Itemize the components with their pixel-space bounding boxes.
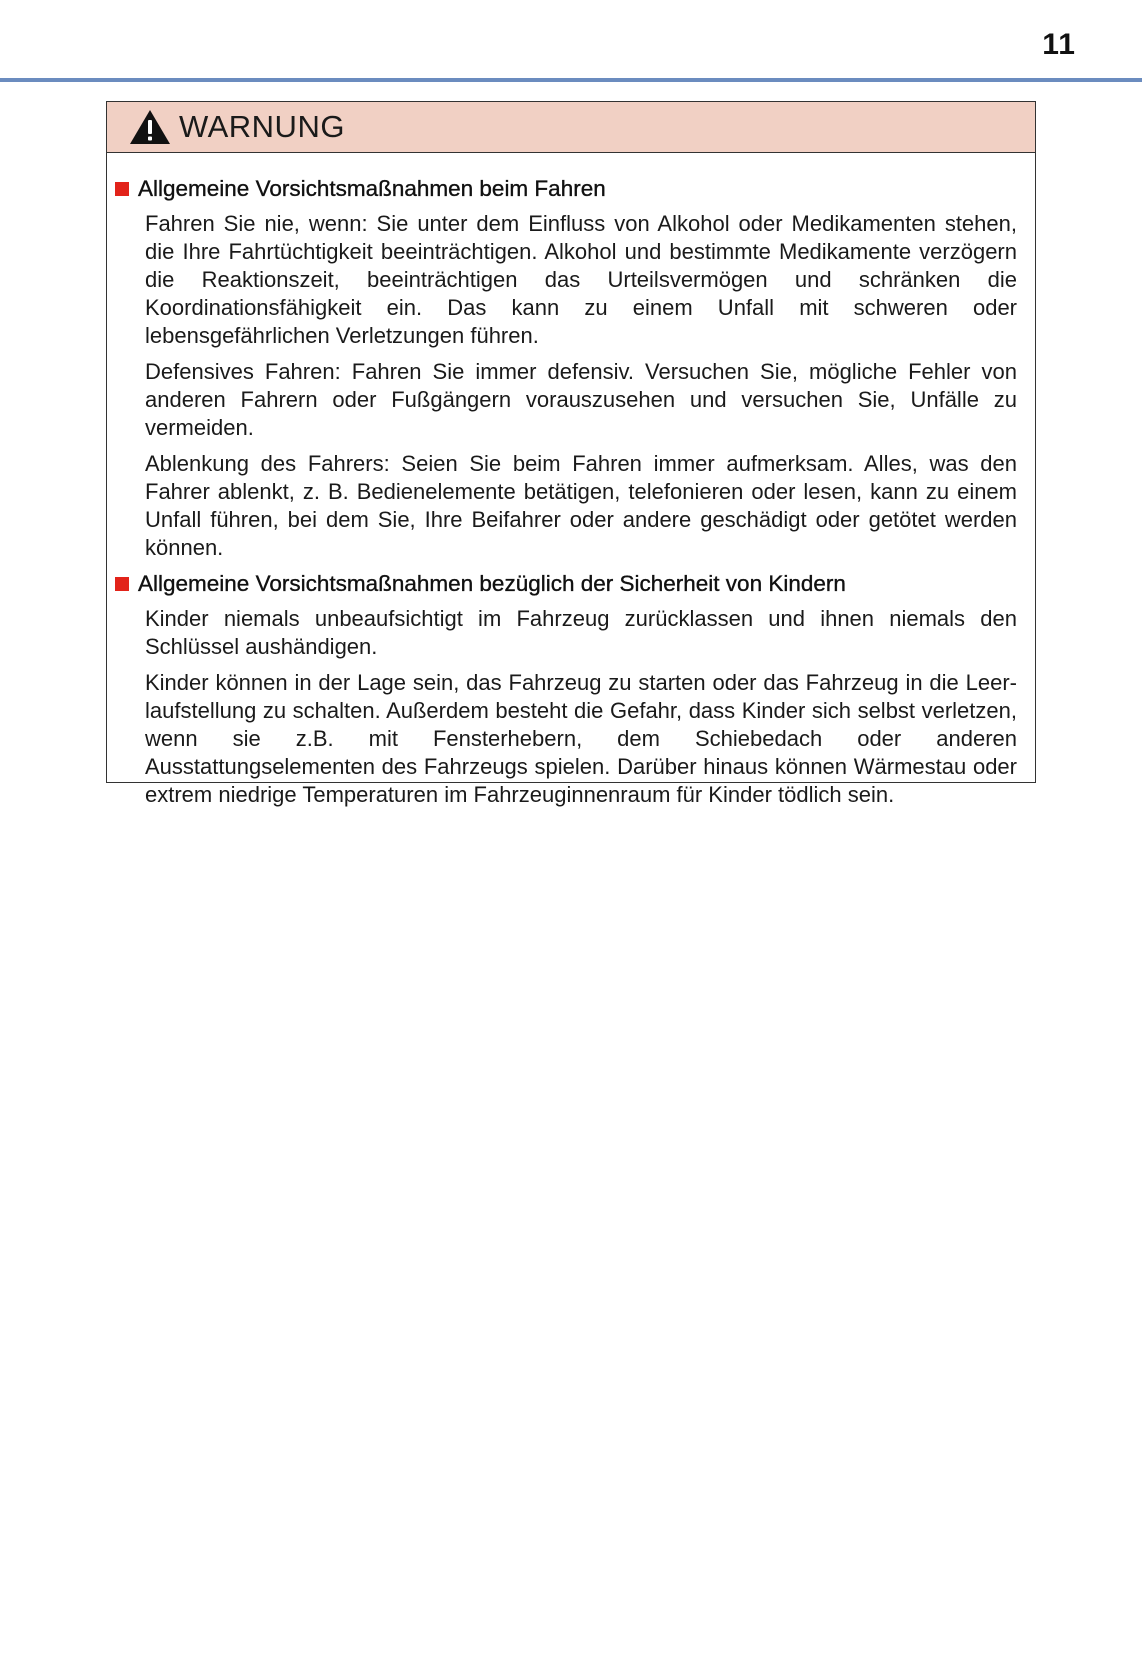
red-square-bullet-icon [115, 577, 129, 591]
section-heading [115, 175, 1017, 203]
section-child-safety [115, 570, 1017, 809]
paragraph: Defensives Fahren: Fahren Sie immer defensiv. Versuchen Sie, mögliche Fehler von anderen Fahrern oder Fußgängern vorauszusehen und versuchen Sie, Unfälle zu vermeiden. [145, 359, 1017, 440]
warning-body [107, 153, 1035, 809]
red-square-bullet-icon [115, 182, 129, 196]
warning-header [107, 102, 1035, 153]
section-heading [115, 570, 1017, 598]
warning-title: WARNUNG [179, 109, 345, 144]
section-heading-text: Allgemeine Vorsichtsmaßnahmen beim Fahren [138, 176, 606, 201]
page-number: 11 [1042, 28, 1076, 61]
paragraph: Kinder können in der Lage sein, das Fahrzeug zu starten oder das Fahrzeug in die Leerlaufstellung zu schalten. Außerdem besteht die Gefahr, dass Kinder sich selbst verletzen, wenn sie z.B. mit Fensterhebern, dem Schiebedach oder anderen Ausstattungselementen des Fahrzeugs spielen. Darüber hinaus können Wärmestau oder extrem niedrige Temperaturen im Fahrzeuginnenraum für Kinder tödlich sein. [145, 670, 1017, 807]
section-heading-text: Allgemeine Vorsichtsmaßnahmen bezüglich der Sicherheit von Kindern [138, 571, 846, 596]
paragraph: Fahren Sie nie, wenn: Sie unter dem Einfluss von Alkohol oder Medikamenten stehen, die Ihre Fahrtüchtigkeit beeinträchtigen. Alkohol und bestimmte Medikamente verzögern die Reaktionszeit, beeinträchtigen das Urteilsvermögen und schränken die Koordinationsfähigkeit ein. Das kann zu einem Unfall mit schweren oder lebensgefährlichen Verletzungen führen. [145, 211, 1017, 348]
section-driving-precautions [115, 175, 1017, 562]
header-rule [0, 78, 1142, 82]
warning-triangle-icon [129, 109, 171, 145]
warning-box [106, 101, 1036, 807]
paragraph: Kinder niemals unbeaufsichtigt im Fahrzeug zurücklassen und ihnen niemals den Schlüssel aushändigen. [145, 606, 1017, 659]
paragraph: Ablenkung des Fahrers: Seien Sie beim Fahren immer aufmerksam. Alles, was den Fahrer ablenkt, z. B. Bedienelemente betätigen, telefonieren oder lesen, kann zu einem Unfall führen, bei dem Sie, Ihre Beifahrer oder andere geschädigt oder getötet werden können. [145, 451, 1017, 560]
